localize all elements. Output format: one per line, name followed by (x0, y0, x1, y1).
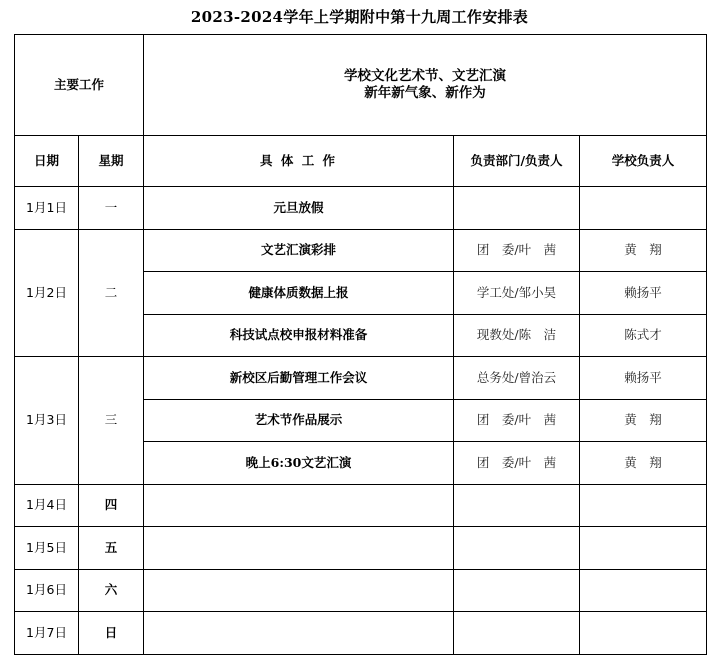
dept-cell: 学工处/邹小昊 (454, 272, 580, 315)
date-cell: 1月6日 (15, 569, 79, 612)
leader-cell: 黄 翔 (580, 442, 707, 485)
table-row (15, 612, 707, 655)
leader-cell (580, 187, 707, 230)
leader-cell (580, 569, 707, 612)
task-cell: 文艺汇演彩排 (144, 229, 454, 272)
header-row (15, 136, 707, 187)
table-row (15, 357, 707, 400)
leader-cell: 陈式才 (580, 314, 707, 357)
task-cell: 健康体质数据上报 (144, 272, 454, 315)
leader-cell (580, 484, 707, 527)
table-row (15, 229, 707, 272)
leader-cell: 黄 翔 (580, 229, 707, 272)
table-row (15, 484, 707, 527)
weekday-cell: 二 (79, 229, 144, 357)
weekday-cell: 一 (79, 187, 144, 230)
theme-line-1: 学校文化艺术节、文艺汇演 (344, 68, 507, 85)
date-cell: 1月3日 (15, 357, 79, 485)
date-cell: 1月2日 (15, 229, 79, 357)
dept-cell: 团 委/叶 茜 (454, 229, 580, 272)
task-cell (144, 612, 454, 655)
leader-cell: 黄 翔 (580, 399, 707, 442)
page-title: 2023-2024学年上学期附中第十九周工作安排表 (190, 8, 529, 26)
date-cell: 1月4日 (15, 484, 79, 527)
table-row (15, 187, 707, 230)
leader-cell: 赖扬平 (580, 272, 707, 315)
dept-cell: 总务处/曾治云 (454, 357, 580, 400)
theme-cell (144, 35, 707, 136)
task-cell (144, 569, 454, 612)
dept-cell: 团 委/叶 茜 (454, 442, 580, 485)
weekday-cell: 六 (79, 569, 144, 612)
dept-cell: 团 委/叶 茜 (454, 399, 580, 442)
main-work-label: 主要工作 (15, 35, 144, 136)
dept-cell (454, 527, 580, 570)
dept-cell (454, 187, 580, 230)
task-cell: 科技试点校申报材料准备 (144, 314, 454, 357)
dept-cell: 现教处/陈 洁 (454, 314, 580, 357)
header-leader: 学校负责人 (580, 136, 707, 187)
task-cell (144, 527, 454, 570)
dept-cell (454, 569, 580, 612)
weekday-cell: 日 (79, 612, 144, 655)
header-dept: 负责部门/负责人 (454, 136, 580, 187)
task-cell (144, 484, 454, 527)
leader-cell (580, 527, 707, 570)
theme-row (15, 35, 707, 136)
task-cell: 艺术节作品展示 (144, 399, 454, 442)
weekday-cell: 四 (79, 484, 144, 527)
dept-cell (454, 612, 580, 655)
header-weekday: 星期 (79, 136, 144, 187)
task-cell: 新校区后勤管理工作会议 (144, 357, 454, 400)
date-cell: 1月1日 (15, 187, 79, 230)
header-task: 具 体 工 作 (144, 136, 454, 187)
table-row (15, 527, 707, 570)
task-cell: 元旦放假 (144, 187, 454, 230)
weekday-cell: 五 (79, 527, 144, 570)
dept-cell (454, 484, 580, 527)
schedule-table (14, 34, 707, 655)
table-row (15, 569, 707, 612)
theme-line-2: 新年新气象、新作为 (364, 85, 486, 101)
leader-cell (580, 612, 707, 655)
date-cell: 1月7日 (15, 612, 79, 655)
date-cell: 1月5日 (15, 527, 79, 570)
weekday-cell: 三 (79, 357, 144, 485)
header-date: 日期 (15, 136, 79, 187)
task-cell: 晚上6:30文艺汇演 (144, 442, 454, 485)
leader-cell: 赖扬平 (580, 357, 707, 400)
